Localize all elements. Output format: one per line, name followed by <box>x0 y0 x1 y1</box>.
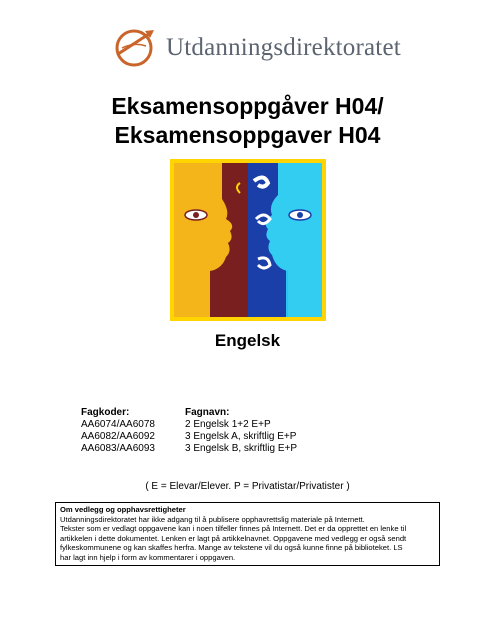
copyright-heading: Om vedlegg og opphavsrettigheter <box>60 505 186 514</box>
legend-note: ( E = Elevar/Elever. P = Privatistar/Privatister ) <box>145 481 350 492</box>
organization-name: Utdanningsdirektoratet <box>166 34 401 61</box>
udir-circle-arrow-icon <box>112 22 160 70</box>
names-header: Fagnavn: <box>185 407 230 418</box>
codes-header: Fagkoder: <box>81 407 130 418</box>
name-row: 2 Engelsk 1+2 E+P <box>185 419 271 430</box>
name-row: 3 Engelsk A, skriftlig E+P <box>185 431 297 442</box>
copyright-line: artikkelen i dette dokumentet. Lenken er lagt på artikkelnavnet. Oppgavene med vedlegg er også sendt <box>60 533 407 543</box>
two-faces-illustration <box>170 159 326 321</box>
code-row: AA6083/AA6093 <box>81 443 155 454</box>
copyright-line: Utdanningsdirektoratet har ikke adgang til å publisere opphavrettslig materiale på Internett. <box>60 514 365 524</box>
copyright-notice-box <box>55 502 440 566</box>
title-line-1: Eksamensoppgåver H04/ <box>111 93 384 119</box>
document-title <box>0 92 495 150</box>
code-row: AA6074/AA6078 <box>81 419 155 430</box>
subject-codes-column <box>81 407 155 455</box>
code-row: AA6082/AA6092 <box>81 431 155 442</box>
subject-names-column <box>185 407 297 455</box>
copyright-line: Tekster som er vedlagt oppgavene kan i noen tilfeller finnes på Internett. Det er da opprettet en lenke til <box>60 524 407 534</box>
name-row: 3 Engelsk B, skriftlig E+P <box>185 443 297 454</box>
copyright-line: fylkeskommunene og kan skaffes herfra. Mange av tekstene vil du også kunne finne på biblioteket. LS <box>60 543 403 553</box>
organization-logo <box>112 22 402 72</box>
title-line-2: Eksamensoppgaver H04 <box>114 122 381 148</box>
copyright-line: har lagt inn hjelp i form av kommentarer i oppgaven. <box>60 552 236 562</box>
subject-name: Engelsk <box>214 331 281 350</box>
